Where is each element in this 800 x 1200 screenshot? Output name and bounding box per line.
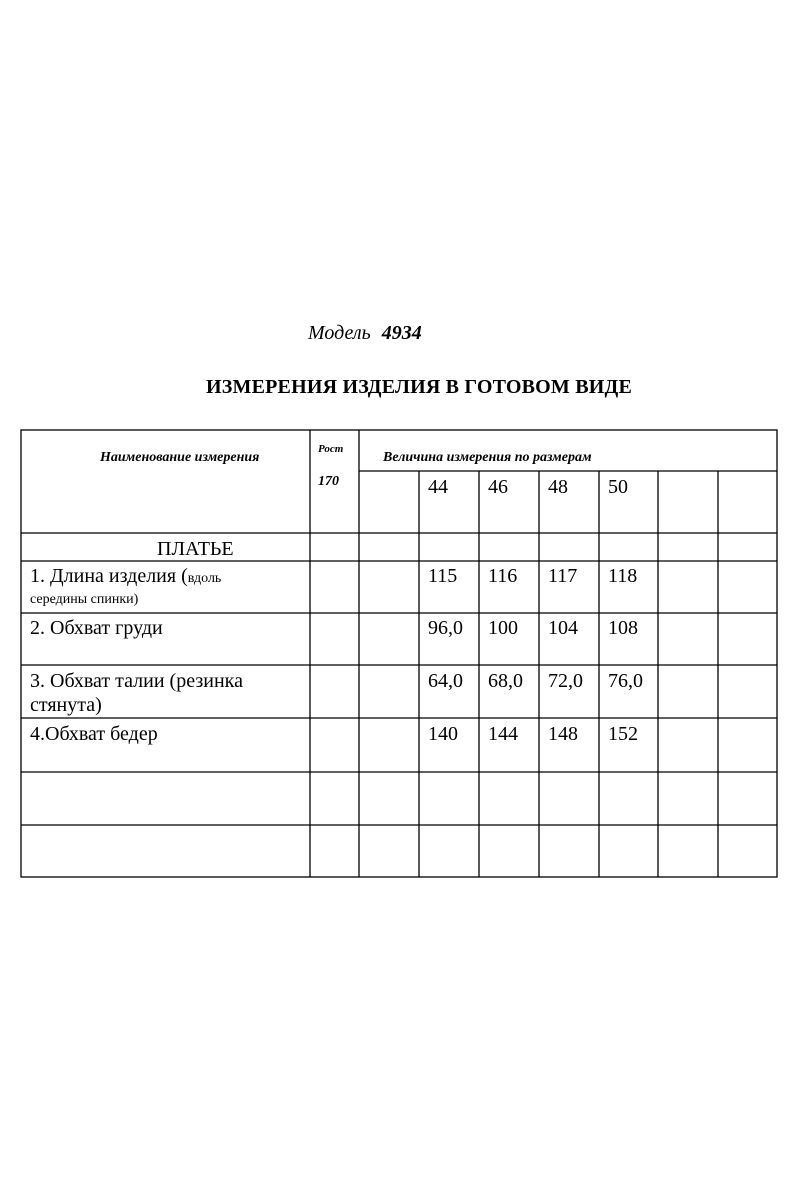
model-label: Модель	[308, 322, 371, 344]
cell-value: 72,0	[548, 670, 583, 692]
row-name: 2. Обхват груди	[30, 617, 163, 639]
cell-value: 144	[488, 723, 518, 745]
cell-value: 115	[428, 565, 458, 587]
header-height-value: 170	[318, 474, 339, 489]
row-name-line2: середины спинки)	[30, 592, 139, 607]
row-name: 4.Обхват бедер	[30, 723, 158, 745]
row-name-line2: стянута)	[30, 694, 102, 716]
header-name-column: Наименование измерения	[100, 450, 260, 465]
row-name	[30, 566, 221, 586]
cell-value: 64,0	[428, 670, 463, 692]
size-header: 44	[428, 476, 448, 498]
size-header: 48	[548, 476, 568, 498]
model-number: 4934	[381, 322, 422, 344]
cell-value: 104	[548, 617, 578, 639]
cell-value: 152	[608, 723, 638, 745]
size-header: 46	[488, 476, 508, 498]
cell-value: 76,0	[608, 670, 643, 692]
cell-value: 140	[428, 723, 458, 745]
cell-value: 96,0	[428, 617, 463, 639]
row-name: 3. Обхват талии (резинка	[30, 670, 243, 692]
row-name-main: 1. Длина изделия (	[30, 565, 188, 587]
cell-value: 117	[548, 565, 578, 587]
cell-value: 116	[488, 565, 518, 587]
cell-value: 108	[608, 617, 638, 639]
cell-value: 100	[488, 617, 518, 639]
row-name-note: вдоль	[187, 571, 222, 586]
header-sizes-label: Величина измерения по размерам	[383, 450, 592, 465]
cell-value: 148	[548, 723, 578, 745]
document-heading: ИЗМЕРЕНИЯ ИЗДЕЛИЯ В ГОТОВОМ ВИДЕ	[206, 376, 632, 398]
cell-value: 68,0	[488, 670, 523, 692]
cell-value: 118	[608, 565, 638, 587]
size-header: 50	[608, 476, 628, 498]
header-height-label: Рост	[318, 443, 344, 455]
section-title: ПЛАТЬЕ	[157, 538, 234, 560]
